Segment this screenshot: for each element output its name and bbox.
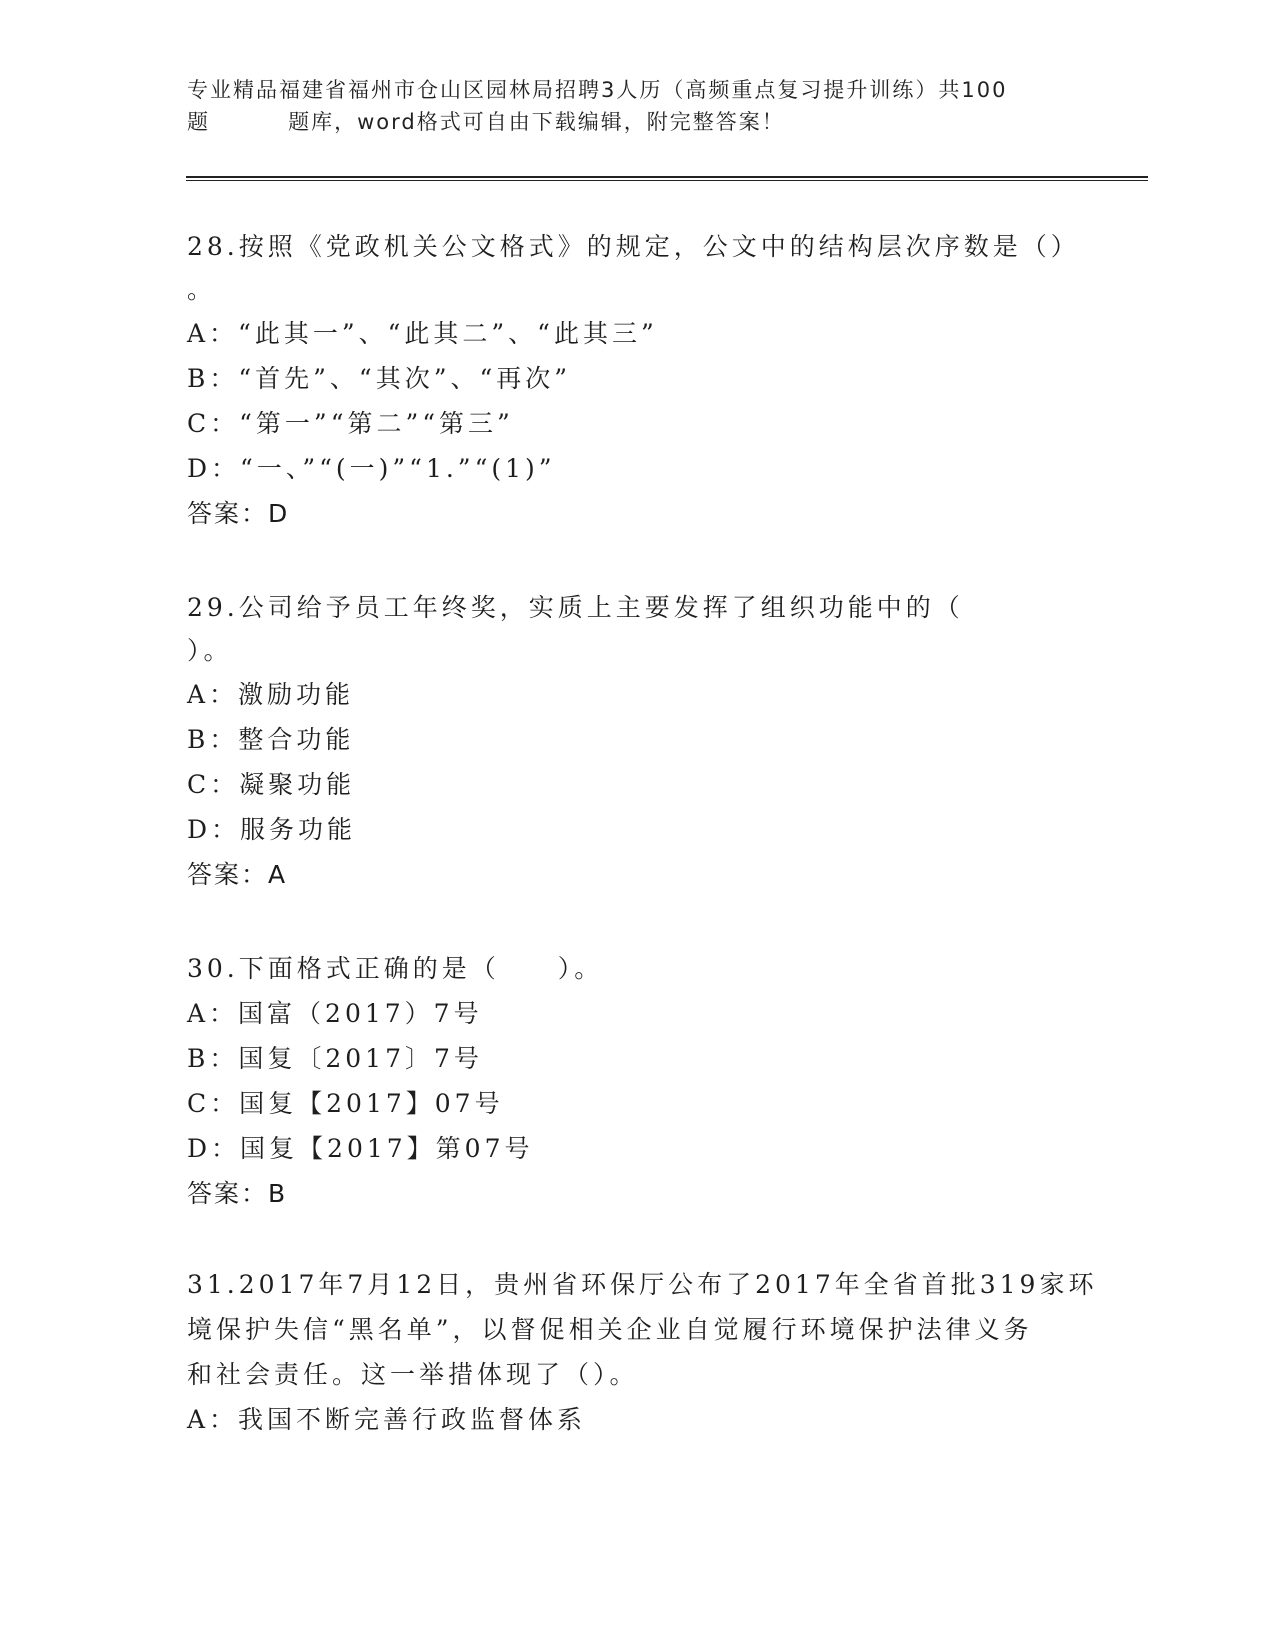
header-divider-thick — [186, 176, 1148, 178]
document-header — [187, 74, 1087, 138]
option-a: A：“此其一”、“此其二”、“此其三” — [187, 319, 658, 348]
answer-line: 答案：B — [187, 1179, 288, 1208]
header-title-line-1: 专业精品福建省福州市仓山区园林局招聘3人历（高频重点复习提升训练）共100 — [187, 78, 1008, 102]
answer-line: 答案：D — [187, 499, 290, 528]
question-28 — [187, 224, 1087, 536]
option-c: C：“第一”“第二”“第三” — [187, 409, 514, 438]
question-31 — [187, 1262, 1098, 1442]
question-stem-line: 和社会责任。这一举措体现了（）。 — [187, 1360, 639, 1389]
question-stem-line: 。 — [187, 275, 217, 304]
option-d: D：国复【2017】第07号 — [187, 1134, 534, 1163]
option-b: B：国复〔2017〕7号 — [187, 1044, 483, 1073]
option-a: A：我国不断完善行政监督体系 — [187, 1405, 587, 1434]
option-c: C：国复【2017】07号 — [187, 1089, 504, 1118]
header-title-line-2: 题 题库，word格式可自由下载编辑，附完整答案！ — [187, 110, 785, 134]
answer-line: 答案：A — [187, 860, 288, 889]
option-d: D：“一、”“(一)”“1.”“(1)” — [187, 454, 556, 483]
option-a: A：国富（2017）7号 — [187, 999, 483, 1028]
question-30 — [187, 946, 1087, 1216]
question-stem-line: 境保护失信“黑名单”，以督促相关企业自觉履行环境保护法律义务 — [187, 1315, 1033, 1344]
question-stem-line: 31.2017年7月12日，贵州省环保厅公布了2017年全省首批319家环 — [187, 1270, 1098, 1299]
option-d: D：服务功能 — [187, 815, 357, 844]
question-stem-line: 28.按照《党政机关公文格式》的规定，公文中的结构层次序数是（） — [187, 232, 1080, 261]
question-29 — [187, 585, 1087, 897]
question-stem-line: ）。 — [187, 636, 233, 665]
option-b: B：“首先”、“其次”、“再次” — [187, 364, 572, 393]
option-c: C：凝聚功能 — [187, 770, 356, 799]
option-b: B：整合功能 — [187, 725, 355, 754]
question-stem-line: 30.下面格式正确的是（ ）。 — [187, 954, 604, 983]
header-divider-thin — [186, 180, 1148, 181]
question-stem-line: 29.公司给予员工年终奖，实质上主要发挥了组织功能中的（ — [187, 593, 964, 622]
option-a: A：激励功能 — [187, 680, 355, 709]
